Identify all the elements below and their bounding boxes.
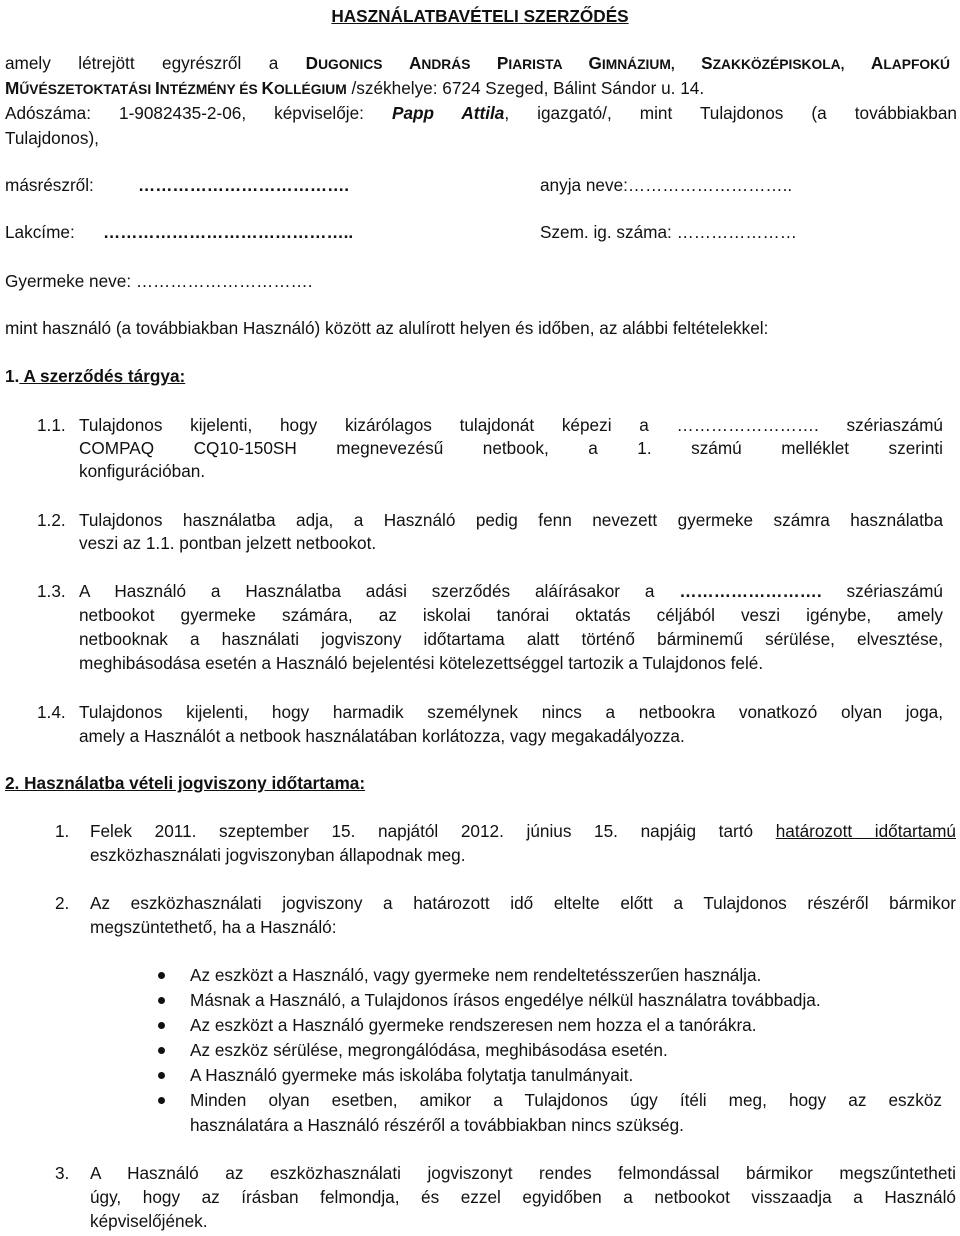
mother-name-field: anyja neve:……………………….. — [540, 175, 793, 195]
p11-number: 1.1. — [37, 415, 66, 435]
school-name-rest: LAPFOKÚ — [883, 57, 951, 72]
p13-line-3: netbooknak a használati jogviszony időtartama alatt történő bárminemű sérülése, elvesztése, — [79, 629, 943, 649]
p13-serial-label: szériaszámú — [846, 581, 943, 601]
school-name-part-2 — [5, 78, 347, 98]
p11-serial-blank: ……………………. — [676, 415, 847, 435]
school-name-initial: I — [155, 78, 160, 98]
intro-line-1 — [5, 52, 950, 76]
intro-line-4: Tulajdonos), — [5, 128, 99, 148]
p14-line-1: Tulajdonos kijelenti, hogy harmadik személynek nincs a netbookra vonatkozó olyan joga, — [79, 702, 943, 722]
masreszrol-blank: ………………………………. — [138, 175, 350, 195]
p14-number: 1.4. — [37, 702, 66, 722]
school-name-initial: K — [261, 78, 274, 98]
bullet-1-text: Az eszközt a Használó, vagy gyermeke nem rendeltetésszerűen használja. — [190, 965, 762, 985]
school-name-initial: A — [870, 53, 884, 73]
school-name-rest: NDRÁS — [421, 57, 497, 72]
school-name-rest: ZAKKÖZÉPISKOLA, — [712, 57, 871, 72]
school-name-rest: UGONICS — [318, 57, 409, 72]
p11-line-2: COMPAQ CQ10-150SH megnevezésű netbook, a 1. számú melléklet szerinti — [79, 438, 943, 458]
p13-number: 1.3. — [37, 581, 66, 601]
bullet-4-text: Az eszköz sérülése, megrongálódása, meghibásodása esetén. — [190, 1040, 668, 1060]
school-name-initial: G — [588, 53, 602, 73]
p11-serial-label: szériaszámú — [846, 415, 943, 435]
lakcime-label: Lakcíme: — [5, 222, 75, 242]
tax-number-text: Adószáma: 1-9082435-2-06, képviselője: — [5, 103, 392, 123]
p13-line-1 — [79, 580, 943, 603]
school-name-rest: IARISTA — [508, 57, 589, 72]
s2-item-1-line-1 — [90, 820, 956, 843]
s2-item-1-underlined: határozott időtartamú — [775, 821, 956, 841]
bullet-5-text: A Használó gyermeke más iskolába folytatja tanulmányait. — [190, 1065, 634, 1085]
section-1-title: A szerződés tárgya: — [19, 366, 186, 386]
user-definition-line: mint használó (a továbbiakban Használó) között az alulírott helyen és időben, az alábbi feltételekkel: — [5, 318, 769, 338]
p11-line-1 — [79, 414, 943, 437]
child-name-field: Gyermeke neve: …………………………. — [5, 271, 313, 291]
bullet-3-dot — [158, 1022, 165, 1029]
masreszrol-label: másrészről: — [5, 175, 94, 195]
s2-item-3-line-3: képviselőjének. — [90, 1211, 208, 1231]
s2-item-2-number: 2. — [55, 893, 70, 913]
section-1-heading — [5, 365, 185, 388]
school-name-part-1 — [306, 53, 950, 73]
intro-line-3 — [5, 102, 957, 125]
bullet-1-dot — [158, 972, 165, 979]
p12-line-2: veszi az 1.1. pontban jelzett netbookot. — [79, 533, 377, 553]
school-name-rest: NTÉZMÉNY ÉS — [159, 82, 262, 97]
representative-name: Papp Attila — [391, 103, 505, 123]
section-2-heading: 2. Használatba vételi jogviszony időtartama: — [5, 773, 366, 793]
section-1-number: 1. — [5, 366, 20, 386]
s2-item-3-line-1: A Használó az eszközhasználati jogviszonyt rendes felmondással bármikor megszűntetheti — [90, 1163, 956, 1183]
school-name-rest: IMNÁZIUM, — [601, 57, 702, 72]
bullet-6-dot — [158, 1097, 165, 1104]
bullet-2-text: Másnak a Használó, a Tulajdonos írásos engedélye nélkül használatra továbbadja. — [190, 990, 821, 1010]
p13-text: A Használó a Használatba adási szerződés aláírásakor a — [79, 581, 680, 601]
p14-line-2: amely a Használót a netbook használatában korlátozza, vagy megakadályozza. — [79, 726, 685, 746]
p13-serial-blank: ……………………. — [679, 581, 847, 601]
s2-item-1-line-2: eszközhasználati jogviszonyban állapodnak meg. — [90, 845, 466, 865]
bullet-3-text: Az eszközt a Használó gyermeke rendszeresen nem hozza el a tanórákra. — [190, 1015, 757, 1035]
school-name-rest: ŰVÉSZETOKTATÁSI — [19, 82, 156, 97]
bullet-5-dot — [158, 1072, 165, 1079]
representative-role: , igazgató/, mint Tulajdonos (a továbbiakban — [504, 103, 957, 123]
p12-line-1: Tulajdonos használatba adja, a Használó pedig fenn nevezett gyermeke számra használatba — [79, 510, 943, 530]
bullet-2-dot — [158, 997, 165, 1004]
school-name-initial: A — [408, 53, 422, 73]
bullet-6-line-1: Minden olyan esetben, amikor a Tulajdonos úgy ítéli meg, hogy az eszköz — [190, 1090, 942, 1110]
p11-text: Tulajdonos kijelenti, hogy kizárólagos tulajdonát képezi a — [79, 415, 677, 435]
p13-line-2: netbookot gyermeke számára, az iskolai tanórai oktatás céljából veszi igénybe, amely — [79, 605, 943, 625]
school-name-rest: OLLÉGIUM — [273, 82, 347, 97]
intro-address: /székhelye: 6724 Szeged, Bálint Sándor u. 14. — [346, 78, 705, 98]
lakcime-blank: …………………………………….. — [103, 222, 354, 242]
s2-item-1-number: 1. — [55, 821, 70, 841]
document-title: HASZNÁLATBAVÉTELI SZERZŐDÉS — [331, 6, 629, 26]
intro-line-2 — [5, 77, 704, 101]
school-name-initial: S — [701, 53, 713, 73]
s2-item-3-number: 3. — [55, 1163, 70, 1183]
intro-prefix: amely létrejött egyrészről a — [5, 53, 306, 73]
p12-number: 1.2. — [37, 510, 66, 530]
s2-item-2-line-1: Az eszközhasználati jogviszony a határozott idő eltelte előtt a Tulajdonos részéről bármikor — [90, 893, 956, 913]
masreszrol-field — [5, 174, 94, 197]
s2-item-3-line-2: úgy, hogy az írásban felmondja, és ezzel egyidőben a netbookot visszaadja a Használó — [90, 1187, 956, 1207]
school-name-initial: M — [5, 78, 20, 98]
p11-line-3: konfigurációban. — [79, 461, 206, 481]
bullet-6-line-2: használatára a Használó részéről a továbbiakban nincs szükség. — [190, 1115, 684, 1135]
school-name-initial: P — [496, 53, 509, 73]
p13-line-4: meghibásodása esetén a Használó bejelentési kötelezettséggel tartozik a Tulajdonos felé. — [79, 653, 764, 673]
s2-item-2-line-2: megszüntethető, ha a Használó: — [90, 917, 337, 937]
s2-item-1-text: Felek 2011. szeptember 15. napjától 2012. június 15. napjáig tartó — [90, 821, 776, 841]
school-name-initial: D — [305, 53, 319, 73]
id-number-field: Szem. ig. száma: ………………… — [540, 222, 797, 242]
bullet-4-dot — [158, 1047, 165, 1054]
